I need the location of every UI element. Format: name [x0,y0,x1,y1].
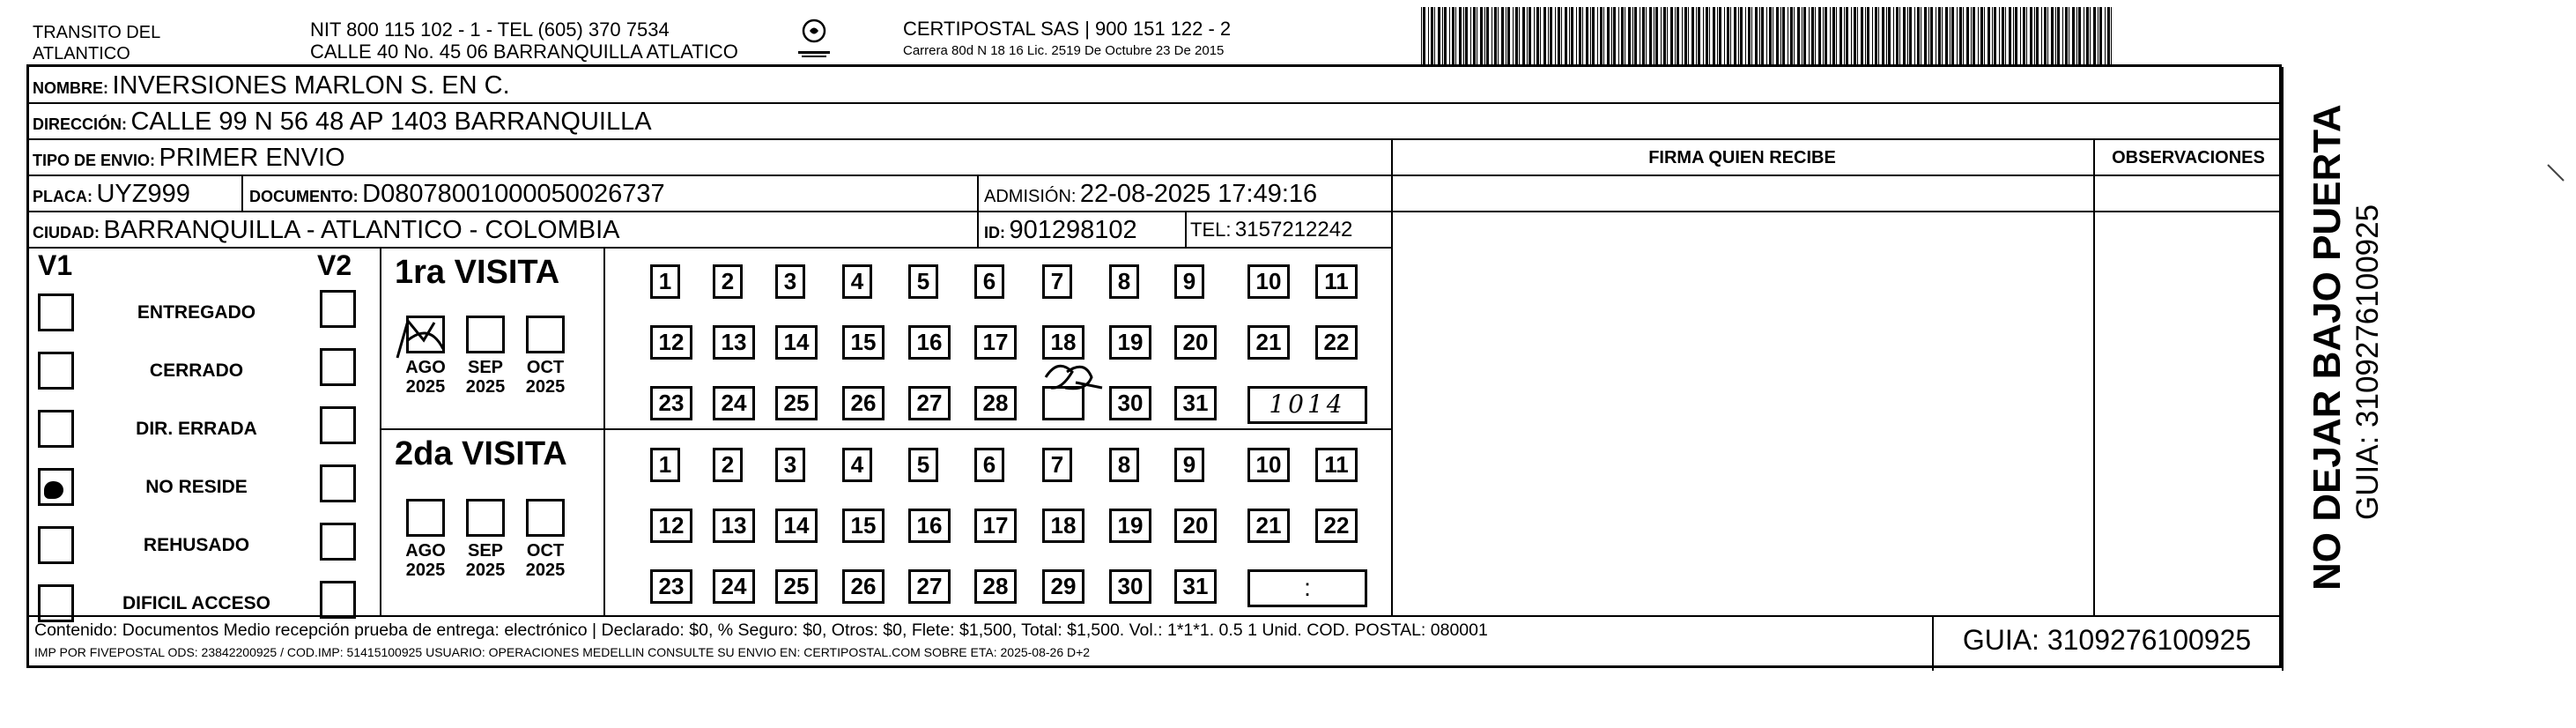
first-visit-day-23[interactable]: 23 [650,386,692,420]
status-label-4: REHUSADO [143,535,250,555]
second-visit-day-19[interactable]: 19 [1109,509,1151,543]
id-value: 901298102 [1009,216,1137,244]
first-visit-month-box-2[interactable] [526,316,565,353]
handwritten-day-mark [1040,356,1106,400]
first-visit-day-30[interactable]: 30 [1109,386,1151,420]
second-visit-month-box-0[interactable] [406,499,445,537]
second-visit-day-6[interactable]: 6 [974,448,1004,482]
document-label: DOCUMENTO: [249,188,359,205]
admission-date: 22-08-2025 17:49:16 [1079,180,1318,208]
tel-label: TEL: [1190,219,1232,241]
plate-row [33,179,190,213]
second-visit-day-9[interactable]: 9 [1174,448,1204,482]
first-visit-day-19[interactable]: 19 [1109,325,1151,360]
second-visit-day-5[interactable]: 5 [908,448,938,482]
tel-row [1190,215,1352,248]
recipient-name-row [33,71,510,105]
month-year: 2025 [525,561,566,580]
status-label-1: CERRADO [149,360,244,381]
first-visit-day-24[interactable]: 24 [713,386,755,420]
plate-value: UYZ999 [96,180,190,208]
second-visit-day-24[interactable]: 24 [713,569,755,604]
first-visit-day-18[interactable]: 18 [1042,325,1084,360]
second-visit-day-3[interactable]: 3 [775,448,805,482]
second-visit-day-20[interactable]: 20 [1174,509,1217,543]
first-visit-day-2[interactable]: 2 [713,264,743,299]
second-visit-day-2[interactable]: 2 [713,448,743,482]
month-year: 2025 [465,561,506,580]
month-year: 2025 [465,377,506,397]
v1-checkbox-2[interactable] [38,410,74,448]
signature-label: FIRMA QUIEN RECIBE [1648,148,1836,167]
first-visit-day-16[interactable]: 16 [908,325,951,360]
second-visit-day-8[interactable]: 8 [1109,448,1139,482]
shipment-type-row [33,143,345,177]
month-year: 2025 [405,561,446,580]
footer-guia: GUIA: 3109276100925 [1962,624,2252,656]
second-visit-day-30[interactable]: 30 [1109,569,1151,604]
first-visit-month-label-2 [519,358,572,397]
v1-checkbox-0[interactable] [38,293,74,331]
v1-check-mark [44,481,63,499]
second-visit-day-11[interactable]: 11 [1315,448,1358,482]
month-name: AGO [405,358,446,377]
second-visit-day-15[interactable]: 15 [842,509,885,543]
issuer-name [33,22,160,64]
issuer-nit: NIT 800 115 102 - 1 - TEL (605) 370 7534 [310,19,670,41]
side-guia: GUIA: 3109276100925 [2350,204,2385,520]
v1-checkbox-1[interactable] [38,352,74,390]
first-visit-day-4[interactable]: 4 [842,264,872,299]
v2-checkbox-0[interactable] [320,290,356,328]
no-door-warning: NO DEJAR BAJO PUERTA [2306,104,2349,591]
second-visit-day-29[interactable]: 29 [1042,569,1084,604]
first-visit-day-10[interactable]: 10 [1247,264,1290,299]
id-row [984,215,1137,249]
v1-label: V1 [38,249,73,281]
first-visit-day-9[interactable]: 9 [1174,264,1204,299]
city-label: CIUDAD: [33,224,100,241]
first-visit-day-12[interactable]: 12 [650,325,692,360]
first-visit-day-11[interactable]: 11 [1315,264,1358,299]
first-visit-day-13[interactable]: 13 [713,325,755,360]
month-year: 2025 [405,377,446,397]
issuer-line2: ATLANTICO [33,44,130,63]
first-visit-time-box[interactable]: 1014 [1247,386,1367,424]
first-visit-title: 1ra VISITA [395,254,560,291]
second-visit-day-26[interactable]: 26 [842,569,885,604]
second-visit-day-22[interactable]: 22 [1315,509,1358,543]
handwritten-check-mark [390,314,452,367]
second-visit-day-18[interactable]: 18 [1042,509,1084,543]
shipment-type-label: TIPO DE ENVIO: [33,152,156,169]
observations-label: OBSERVACIONES [2112,148,2265,167]
courier-name: CERTIPOSTAL SAS | 900 151 122 - 2 [903,18,1232,40]
second-visit-month-box-2[interactable] [526,499,565,537]
second-visit-day-31[interactable]: 31 [1174,569,1217,604]
recipient-name-label: NOMBRE: [33,79,108,97]
second-visit-day-14[interactable]: 14 [775,509,818,543]
v2-label: V2 [317,249,352,281]
document-row [249,179,665,213]
first-visit-day-28[interactable]: 28 [974,386,1017,420]
first-visit-day-14[interactable]: 14 [775,325,818,360]
document-number: D08078001000050026737 [362,180,665,208]
second-visit-day-25[interactable]: 25 [775,569,818,604]
second-visit-day-4[interactable]: 4 [842,448,872,482]
second-visit-day-1[interactable]: 1 [650,448,680,482]
second-visit-day-7[interactable]: 7 [1042,448,1072,482]
second-visit-time-box[interactable]: : [1247,569,1367,607]
month-name: SEP [467,541,504,561]
second-visit-title: 2da VISITA [395,435,567,472]
month-name: SEP [467,358,504,377]
courier-address: Carrera 80d N 18 16 Lic. 2519 De Octubre 23 De 2015 [903,43,1225,58]
status-label-5: DIFICIL ACCESO [122,593,270,613]
month-year: 2025 [525,377,566,397]
first-visit-day-21[interactable]: 21 [1247,325,1290,360]
footer-print-info: IMP POR FIVEPOSTAL ODS: 23842200925 / COD.IMP: 51415100925 USUARIO: OPERACIONES MEDELLIN CONSULTE SU ENVIO EN: CERTIPOSTAL.COM SOBRE ETA: 2025-08-26 D+2 [34,645,1091,659]
first-visit-month-box-1[interactable] [466,316,505,353]
delivery-form [26,64,2282,668]
second-visit-day-17[interactable]: 17 [974,509,1017,543]
id-label: ID: [984,224,1005,241]
first-visit-day-22[interactable]: 22 [1315,325,1358,360]
footer-contents: Contenido: Documentos Medio recepción prueba de entrega: electrónico | Declarado: $0, % Seguro: $0, Otros: $0, Flete: $1,500, Total: $1,500. Vol.: 1*1*1. 0.5 1 Unid. COD. POSTAL: 080001 [34,620,1488,640]
second-visit-day-10[interactable]: 10 [1247,448,1290,482]
recipient-address-label: DIRECCIÓN: [33,115,127,133]
v2-checkbox-4[interactable] [320,523,356,561]
first-visit-day-1[interactable]: 1 [650,264,680,299]
second-visit-month-label-0 [399,541,452,580]
second-visit-day-13[interactable]: 13 [713,509,755,543]
first-visit-day-6[interactable]: 6 [974,264,1004,299]
v1-checkbox-5[interactable] [38,584,74,622]
city-row [33,215,620,249]
plate-label: PLACA: [33,188,93,205]
recipient-address-row [33,107,652,141]
first-visit-month-label-1 [459,358,512,397]
recipient-address: CALLE 99 N 56 48 AP 1403 BARRANQUILLA [130,108,652,136]
admission-label: ADMISIÓN: [984,187,1077,206]
first-visit-day-7[interactable]: 7 [1042,264,1072,299]
first-visit-day-31[interactable]: 31 [1174,386,1217,420]
v1-checkbox-4[interactable] [38,526,74,564]
first-visit-day-17[interactable]: 17 [974,325,1017,360]
month-name: OCT [526,358,565,377]
first-visit-day-3[interactable]: 3 [775,264,805,299]
issuer-line1: TRANSITO DEL [33,23,161,42]
second-visit-day-16[interactable]: 16 [908,509,951,543]
first-visit-day-15[interactable]: 15 [842,325,885,360]
second-visit-month-label-2 [519,541,572,580]
v1-checkbox-3[interactable] [38,468,74,506]
second-visit-day-12[interactable]: 12 [650,509,692,543]
issuer-address: CALLE 40 No. 45 06 BARRANQUILLA ATLATICO [310,41,738,63]
first-visit-day-27[interactable]: 27 [908,386,951,420]
first-visit-day-8[interactable]: 8 [1109,264,1139,299]
status-label-2: DIR. ERRADA [136,419,257,439]
second-visit-month-box-1[interactable] [466,499,505,537]
second-visit-day-21[interactable]: 21 [1247,509,1290,543]
v2-checkbox-3[interactable] [320,464,356,502]
stray-mark-icon [2546,163,2567,184]
admission-row [984,179,1317,213]
shipment-type: PRIMER ENVIO [159,144,345,172]
first-visit-day-5[interactable]: 5 [908,264,938,299]
v2-checkbox-2[interactable] [320,406,356,444]
month-name: AGO [405,541,446,561]
tel-value: 3157212242 [1234,218,1353,241]
first-visit-day-26[interactable]: 26 [842,386,885,420]
second-visit-day-28[interactable]: 28 [974,569,1017,604]
second-visit-day-23[interactable]: 23 [650,569,692,604]
barcode-icon [1421,7,2114,65]
first-visit-day-20[interactable]: 20 [1174,325,1217,360]
recipient-name: INVERSIONES MARLON S. EN C. [112,71,510,100]
status-label-3: NO RESIDE [145,477,248,497]
first-visit-day-25[interactable]: 25 [775,386,818,420]
v2-checkbox-1[interactable] [320,348,356,386]
second-visit-day-27[interactable]: 27 [908,569,951,604]
city-value: BARRANQUILLA - ATLANTICO - COLOMBIA [103,216,620,244]
courier-logo-icon [791,16,837,62]
second-visit-month-label-1 [459,541,512,580]
v2-checkbox-5[interactable] [320,581,356,619]
status-label-0: ENTREGADO [137,302,256,323]
month-name: OCT [526,541,565,561]
